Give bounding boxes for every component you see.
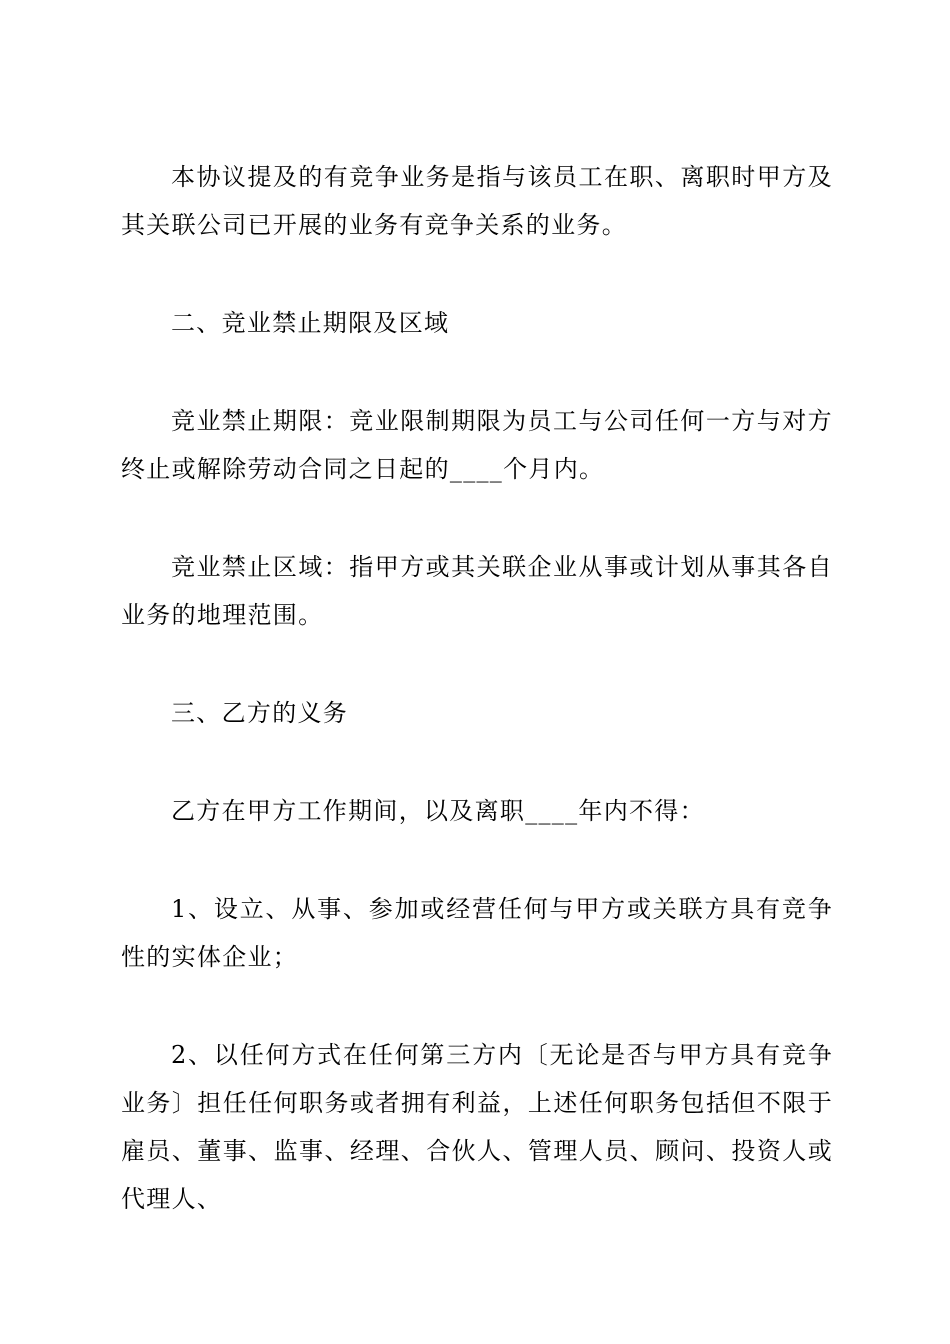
section-heading-party-b-obligations: 三、乙方的义务 [171, 699, 349, 727]
section-heading-non-compete-period-region: 二、竞业禁止期限及区域 [171, 309, 450, 337]
paragraph-party-b-restrictions-intro: 乙方在甲方工作期间，以及离职____年内不得： [171, 797, 705, 825]
paragraph-non-compete-region: 竞业禁止区域：指甲方或其关联企业从事或计划从事其各自业务的地理范围。 [121, 553, 833, 629]
paragraph-obligation-item-2: 2、以任何方式在任何第三方内〔无论是否与甲方具有竞争业务〕担任任何职务或者拥有利益，上述任何职务包括但不限于雇员、董事、监事、经理、合伙人、管理人员、顾问、投资人或代理人、 [121, 1041, 833, 1213]
paragraph-competing-business-definition: 本协议提及的有竞争业务是指与该员工在职、离职时甲方及其关联公司已开展的业务有竞争关系的业务。 [121, 163, 833, 239]
paragraph-obligation-item-1: 1、设立、从事、参加或经营任何与甲方或关联方具有竞争性的实体企业； [121, 895, 833, 971]
paragraph-non-compete-period: 竞业禁止期限：竞业限制期限为员工与公司任何一方与对方终止或解除劳动合同之日起的____个月内。 [121, 407, 833, 483]
document-body [121, 153, 833, 1273]
